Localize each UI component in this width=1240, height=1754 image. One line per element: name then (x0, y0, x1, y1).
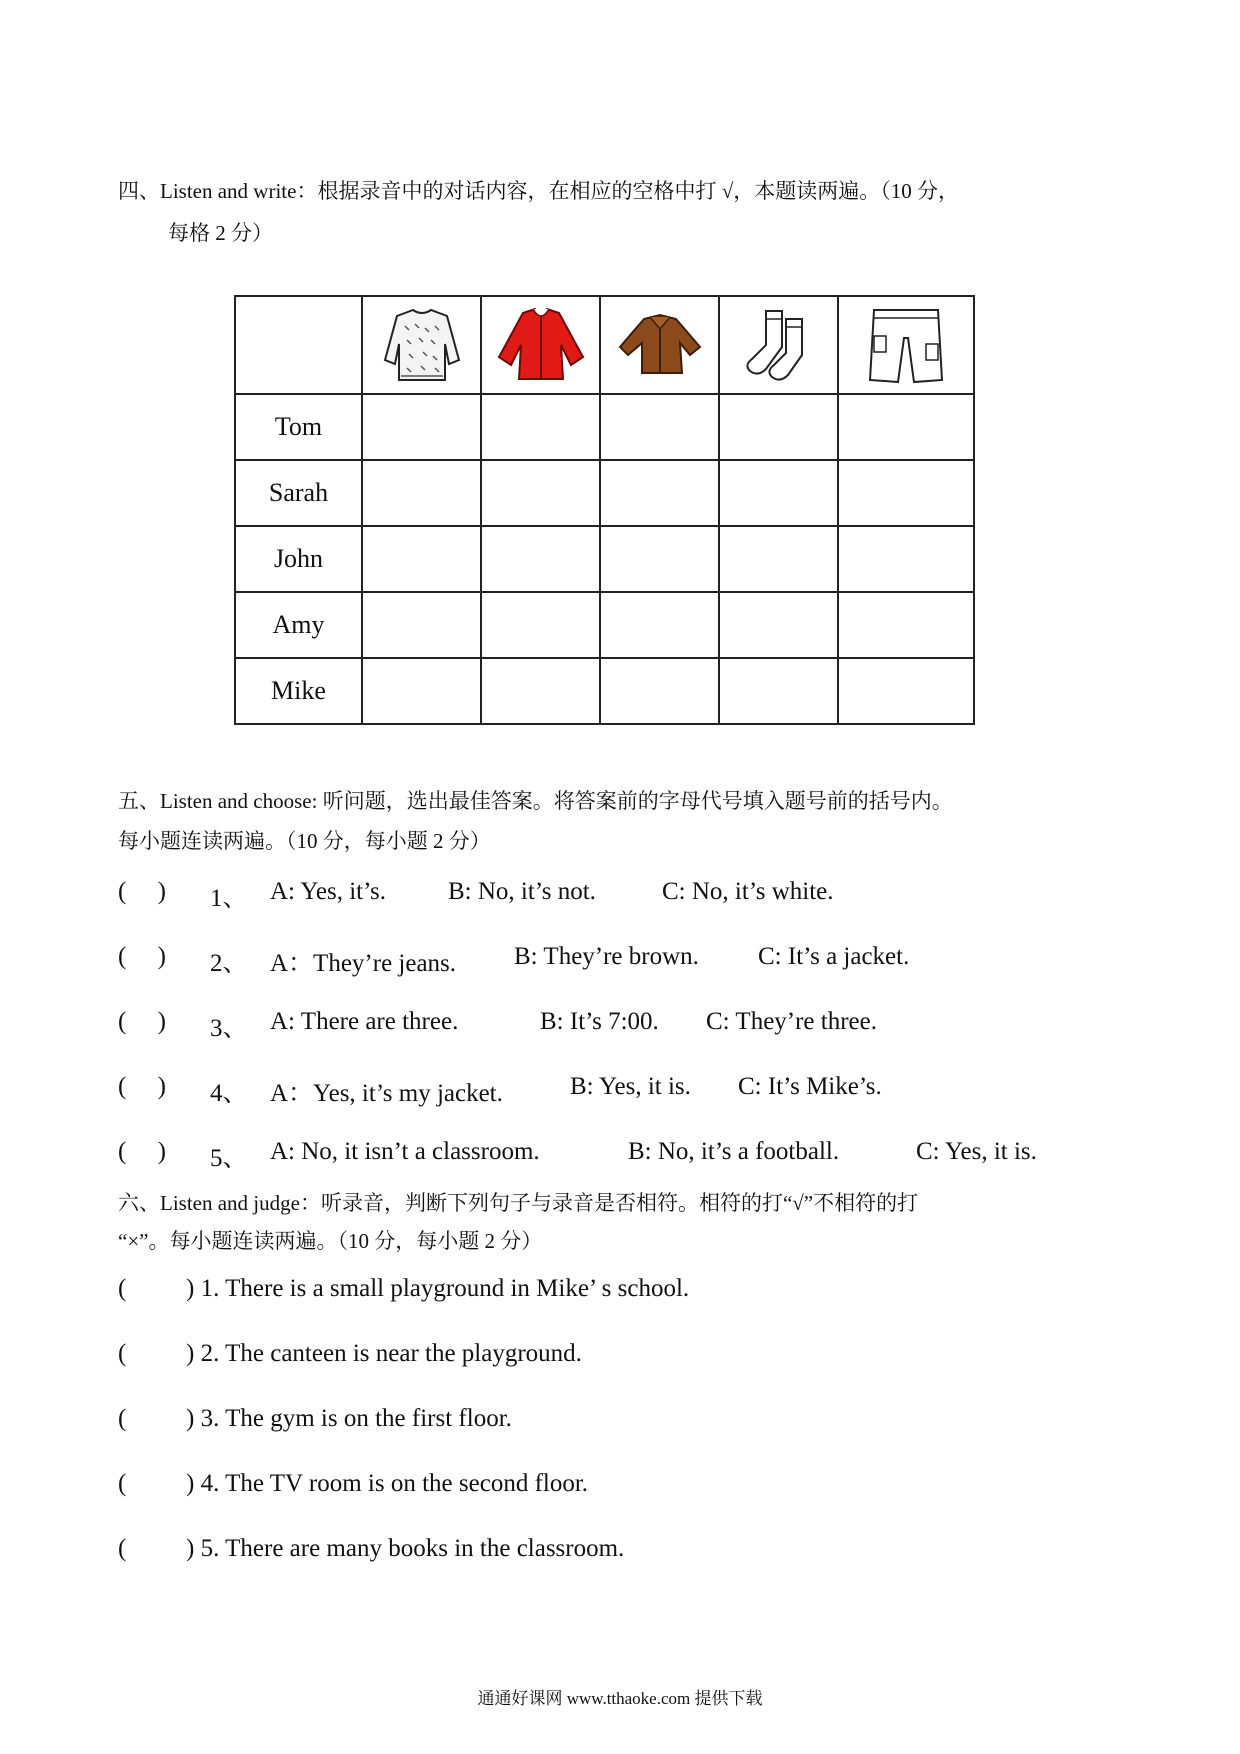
answer-cell[interactable] (481, 592, 600, 658)
option-a: A: No, it isn’t a classroom. (270, 1138, 540, 1165)
choice-question-4 (0, 1073, 1240, 1107)
answer-cell[interactable] (719, 526, 838, 592)
answer-cell[interactable] (481, 658, 600, 724)
table-row (235, 460, 974, 526)
option-b: B: It’s 7:00. (540, 1008, 659, 1035)
choice-question-3 (0, 1008, 1240, 1042)
answer-cell[interactable] (600, 526, 719, 592)
option-a: A：Yes, it’s my jacket. (270, 1080, 503, 1107)
answer-cell[interactable] (481, 526, 600, 592)
answer-bracket[interactable]: ( (118, 1405, 158, 1432)
section4-title-line2: 每格 2 分） (168, 221, 273, 245)
answer-cell[interactable] (838, 526, 974, 592)
answer-cell[interactable] (838, 460, 974, 526)
table-header-row (235, 296, 974, 394)
option-c: C: They’re three. (706, 1008, 877, 1035)
answer-cell[interactable] (362, 460, 481, 526)
listen-and-write-table (234, 295, 975, 725)
question-number: 2、 (210, 950, 248, 977)
judge-question-1 (0, 1275, 1240, 1309)
answer-bracket[interactable]: ( ) (118, 1138, 166, 1165)
judge-statement: ) 1. There is a small playground in Mike’ s school. (186, 1275, 690, 1302)
judge-question-3 (0, 1405, 1240, 1439)
question-number: 4、 (210, 1080, 248, 1107)
shorts-icon (838, 296, 974, 394)
judge-statement: ) 5. There are many books in the classroom. (186, 1535, 625, 1562)
section5-title-line1: 五、Listen and choose: 听问题，选出最佳答案。将答案前的字母代号填入题号前的括号内。 (118, 789, 953, 813)
option-b: B: Yes, it is. (570, 1073, 691, 1100)
answer-cell[interactable] (600, 460, 719, 526)
choice-question-1 (0, 878, 1240, 912)
table-row (235, 592, 974, 658)
question-number: 5、 (210, 1145, 248, 1172)
judge-statement: ) 4. The TV room is on the second floor. (186, 1470, 589, 1497)
answer-cell[interactable] (719, 460, 838, 526)
answer-cell[interactable] (838, 658, 974, 724)
table-row (235, 394, 974, 460)
judge-question-5 (0, 1535, 1240, 1569)
answer-bracket[interactable]: ( ) (118, 943, 166, 970)
choice-question-5 (0, 1138, 1240, 1172)
answer-cell[interactable] (481, 460, 600, 526)
answer-bracket[interactable]: ( ) (118, 1008, 166, 1035)
answer-bracket[interactable]: ( (118, 1275, 158, 1302)
answer-bracket[interactable]: ( ) (118, 878, 166, 905)
option-c: C: No, it’s white. (662, 878, 834, 905)
answer-cell[interactable] (362, 394, 481, 460)
socks-icon (719, 296, 838, 394)
option-c: C: It’s Mike’s. (738, 1073, 882, 1100)
judge-question-2 (0, 1340, 1240, 1374)
option-b: B: They’re brown. (514, 943, 699, 970)
row-name: Mike (235, 658, 362, 724)
option-b: B: No, it’s a football. (628, 1138, 840, 1165)
answer-cell[interactable] (362, 526, 481, 592)
question-number: 1、 (210, 885, 248, 912)
section6-title-line2: “×”。每小题连读两遍。（10 分，每小题 2 分） (118, 1229, 543, 1253)
question-number: 3、 (210, 1015, 248, 1042)
page-footer: 通通好课网 www.tthaoke.com 提供下载 (477, 1689, 763, 1708)
option-a: A: Yes, it’s. (270, 878, 387, 905)
answer-cell[interactable] (719, 658, 838, 724)
answer-cell[interactable] (600, 658, 719, 724)
answer-cell[interactable] (838, 394, 974, 460)
table-row (235, 658, 974, 724)
red-coat-icon (481, 296, 600, 394)
judge-statement: ) 2. The canteen is near the playground. (186, 1340, 582, 1367)
answer-bracket[interactable]: ( ) (118, 1073, 166, 1100)
option-b: B: No, it’s not. (448, 878, 596, 905)
option-c: C: Yes, it is. (916, 1138, 1037, 1165)
row-name: Tom (235, 394, 362, 460)
answer-bracket[interactable]: ( (118, 1340, 158, 1367)
answer-cell[interactable] (719, 592, 838, 658)
row-name: Sarah (235, 460, 362, 526)
table-row (235, 526, 974, 592)
option-a: A：They’re jeans. (270, 950, 457, 977)
row-name: John (235, 526, 362, 592)
option-c: C: It’s a jacket. (758, 943, 910, 970)
table-corner-cell (235, 296, 362, 394)
answer-cell[interactable] (838, 592, 974, 658)
section5-title-line2: 每小题连读两遍。（10 分，每小题 2 分） (118, 829, 491, 853)
answer-cell[interactable] (600, 394, 719, 460)
answer-bracket[interactable]: ( (118, 1470, 158, 1497)
section4-title-line1: 四、Listen and write：根据录音中的对话内容，在相应的空格中打 √，本题读两遍。（10 分， (118, 179, 959, 203)
row-name: Amy (235, 592, 362, 658)
answer-cell[interactable] (600, 592, 719, 658)
answer-cell[interactable] (362, 592, 481, 658)
brown-jacket-icon (600, 296, 719, 394)
answer-cell[interactable] (362, 658, 481, 724)
section6-title-line1: 六、Listen and judge：听录音，判断下列句子与录音是否相符。相符的打“√”不相符的打 (118, 1191, 919, 1215)
choice-question-2 (0, 943, 1240, 977)
answer-cell[interactable] (719, 394, 838, 460)
sweater-icon (362, 296, 481, 394)
answer-cell[interactable] (481, 394, 600, 460)
answer-bracket[interactable]: ( (118, 1535, 158, 1562)
option-a: A: There are three. (270, 1008, 459, 1035)
judge-statement: ) 3. The gym is on the first floor. (186, 1405, 512, 1432)
judge-question-4 (0, 1470, 1240, 1504)
